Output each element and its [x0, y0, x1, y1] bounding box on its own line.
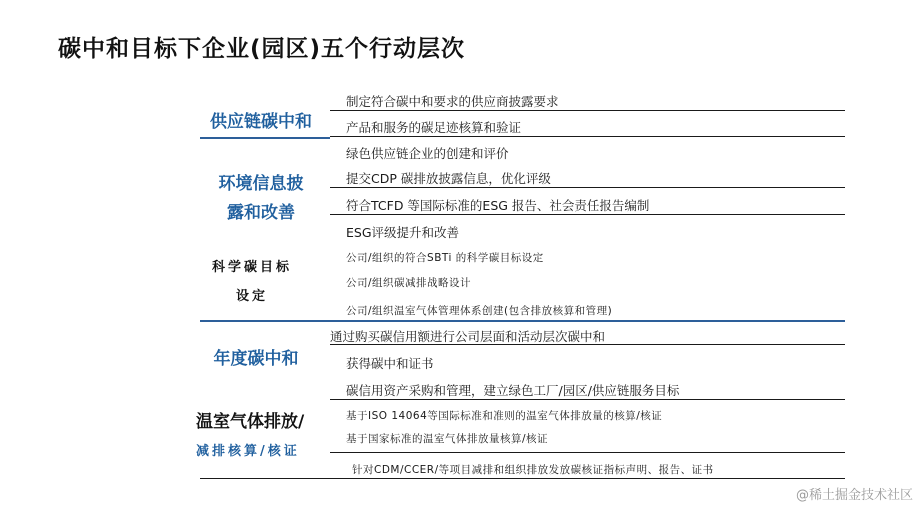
- divider: [330, 399, 845, 400]
- divider: [330, 136, 845, 137]
- category-label: 温室气体排放/: [196, 412, 305, 432]
- category-label: 露和改善: [227, 203, 295, 223]
- page-title: 碳中和目标下企业(园区)五个行动层次: [58, 36, 466, 62]
- category-science-target: [196, 253, 308, 311]
- list-item: 基于国家标准的温室气体排放量核算/核证: [346, 433, 549, 445]
- list-item: 绿色供应链企业的创建和评价: [346, 146, 509, 161]
- category-supply-chain: [200, 108, 322, 137]
- category-disclosure: [200, 170, 322, 228]
- divider: [330, 110, 845, 111]
- list-item: 通过购买碳信用额进行公司层面和活动层次碳中和: [330, 329, 606, 344]
- divider: [200, 478, 845, 479]
- category-ghg-accounting: [196, 408, 336, 466]
- list-item: 制定符合碳中和要求的供应商披露要求: [346, 94, 559, 109]
- divider: [330, 187, 845, 188]
- category-label: 科学碳目标: [211, 260, 292, 275]
- section-divider: [200, 137, 330, 139]
- category-label: 减排核算/核证: [196, 444, 300, 459]
- list-item: 针对CDM/CCER/等项目减排和组织排放发放碳核证指标声明、报告、证书: [352, 464, 714, 476]
- list-item: ESG评级提升和改善: [346, 225, 460, 240]
- category-label: 设定: [235, 289, 268, 304]
- list-item: 符合TCFD 等国际标准的ESG 报告、社会责任报告编制: [346, 198, 650, 213]
- list-item: 获得碳中和证书: [346, 356, 434, 371]
- watermark: @稀土掘金技术社区: [795, 488, 913, 503]
- divider: [330, 452, 845, 453]
- list-item: 公司/组织碳减排战略设计: [346, 277, 472, 289]
- section-divider: [200, 320, 845, 322]
- category-annual-neutrality: [200, 345, 312, 374]
- list-item: 碳信用资产采购和管理，建立绿色工厂/园区/供应链服务目标: [346, 383, 680, 398]
- list-item: 基于ISO 14064等国际标准和准则的温室气体排放量的核算/核证: [346, 410, 663, 422]
- category-label: 年度碳中和: [213, 349, 299, 369]
- list-item: 提交CDP 碳排放披露信息，优化评级: [346, 171, 551, 186]
- list-item: 公司/组织温室气体管理体系创建(包含排放核算和管理): [346, 305, 613, 317]
- list-item: 公司/组织的符合SBTi 的科学碳目标设定: [346, 252, 544, 264]
- category-label: 环境信息披: [218, 174, 304, 194]
- category-label: 供应链碳中和: [210, 112, 312, 132]
- divider: [330, 214, 845, 215]
- list-item: 产品和服务的碳足迹核算和验证: [346, 120, 522, 135]
- divider: [330, 344, 845, 345]
